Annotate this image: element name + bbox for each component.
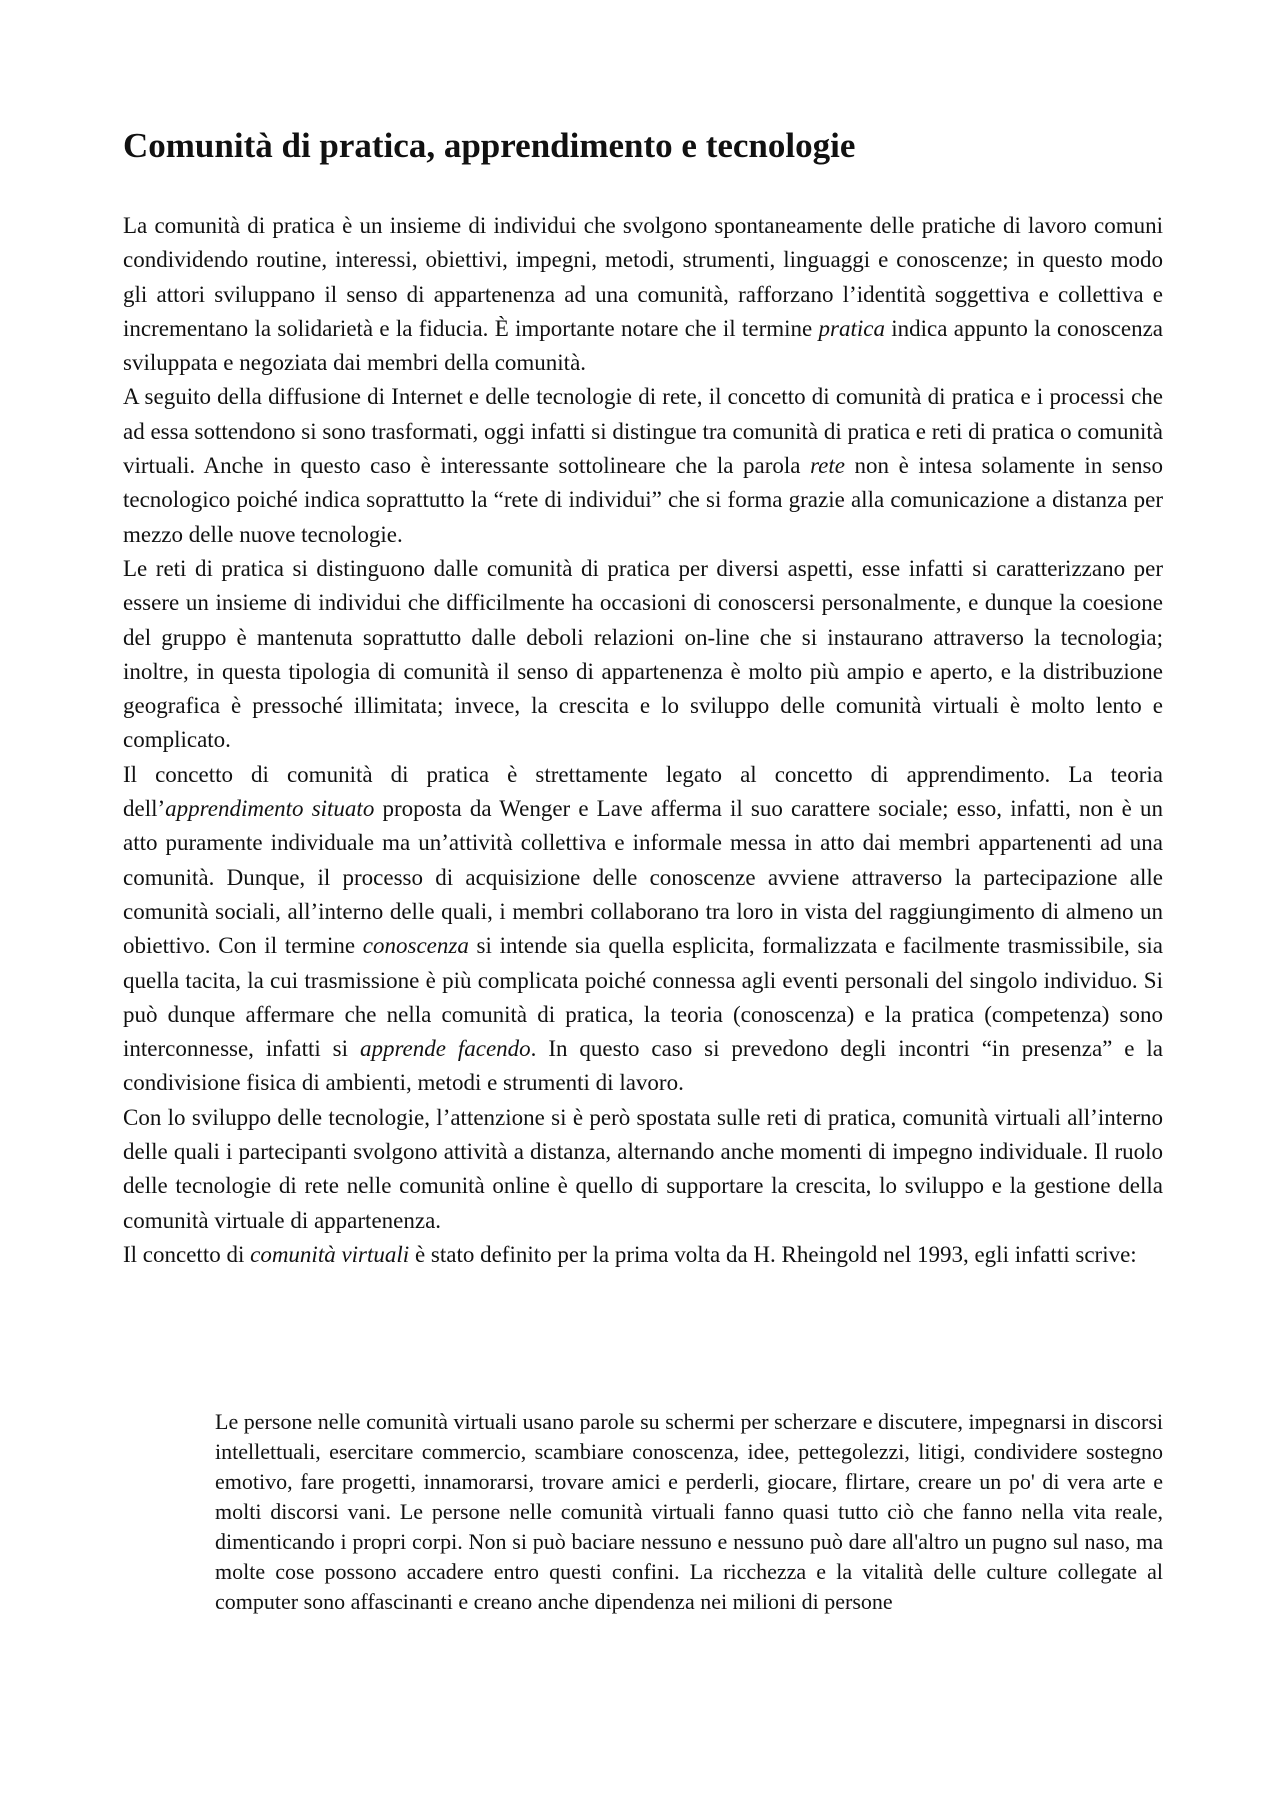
text-segment: non è intesa solamente in senso tecnologico poiché indica soprattutto la “rete di individui” che si forma grazie alla comunicazione a distanza per mezzo delle nuove tecnologie. xyxy=(123,453,1164,547)
paragraph-5 xyxy=(123,1101,1163,1238)
paragraph-3 xyxy=(123,552,1163,758)
italic-term-rete: rete xyxy=(810,453,845,479)
paragraph-6 xyxy=(123,1238,1163,1272)
document-body xyxy=(123,209,1163,1272)
text-segment: si intende sia quella esplicita, formalizzata e facilmente trasmissibile, sia quella tacita, la cui trasmissione è più complicata poiché connessa agli eventi personali del singolo individuo. Si può dunque affermare che nella comunità di pratica, la teoria (conoscenza) e la pratica (competenza) sono interconnesse, infatti si xyxy=(123,933,1163,1062)
page-title: Comunità di pratica, apprendimento e tecnologie xyxy=(123,126,856,165)
text-segment: è stato definito per la prima volta da H. Rheingold nel 1993, egli infatti scrive: xyxy=(409,1241,1137,1267)
text-segment: A seguito della diffusione di Internet e delle tecnologie di rete, il concetto di comunità di pratica e i processi che ad essa sottendono si sono trasformati, oggi infatti si distingue tra comunità di pratica e reti di pratica o comunità virtuali. Anche in questo caso è interessante sottolineare che la parola xyxy=(123,384,1163,479)
text-segment: proposta da Wenger e Lave afferma il suo carattere sociale; esso, infatti, non è un atto puramente individuale ma un’attività collettiva e informale messa in atto dai membri appartenenti ad una comunità. Dunque, il processo di acquisizione delle conoscenze avviene attraverso la partecipazione alle comunità sociali, all’interno delle quali, i membri collaborano tra loro in vista del raggiungimento di almeno un obiettivo. Con il termine xyxy=(123,796,1163,959)
paragraph-4 xyxy=(123,758,1163,1101)
text-segment: Il concetto di xyxy=(123,1241,251,1267)
italic-term-apprende-facendo: apprende facendo xyxy=(359,1036,531,1062)
italic-term-pratica: pratica xyxy=(818,315,885,341)
text-segment: indica appunto la conoscenza sviluppata e negoziata dai membri della comunità. xyxy=(123,315,1164,376)
paragraph-2 xyxy=(123,380,1163,551)
italic-term-apprendimento-situato: apprendimento situato xyxy=(165,796,375,822)
italic-term-conoscenza: conoscenza xyxy=(362,933,469,959)
paragraph-1 xyxy=(123,209,1163,380)
text-segment: Il concetto di comunità di pratica è strettamente legato al concetto di apprendimento. La teoria dell’ xyxy=(123,761,1163,822)
block-quote: Le persone nelle comunità virtuali usano parole su schermi per scherzare e discutere, impegnarsi in discorsi intellettuali, esercitare commercio, scambiare conoscenza, idee, pettegolezzi, litigi, condividere sostegno emotivo, fare progetti, innamorarsi, trovare amici e perderli, giocare, flirtare, creare un po' di vera arte e molti discorsi vani. Le persone nelle comunità virtuali fanno quasi tutto ciò che fanno nella vita reale, dimenticando i propri corpi. Non si può baciare nessuno e nessuno può dare all'altro un pugno sul naso, ma molte cose possono accadere entro questi confini. La ricchezza e la vitalità delle culture collegate al computer sono affascinanti e creano anche dipendenza nei milioni di persone xyxy=(215,1409,1163,1614)
italic-term-comunita-virtuali: comunità virtuali xyxy=(250,1241,410,1267)
text-segment: Le reti di pratica si distinguono dalle comunità di pratica per diversi aspetti, esse infatti si caratterizzano per essere un insieme di individui che difficilmente ha occasioni di conoscersi personalmente, e dunque la coesione del gruppo è mantenuta soprattutto dalle deboli relazioni on-line che si instaurano attraverso la tecnologia; inoltre, in questa tipologia di comunità il senso di appartenenza è molto più ampio e aperto, e la distribuzione geografica è pressoché illimitata; invece, la crescita e lo sviluppo delle comunità virtuali è molto lento e complicato. xyxy=(123,555,1163,753)
text-segment: . In questo caso si prevedono degli incontri “in presenza” e la condivisione fisica di ambienti, metodi e strumenti di lavoro. xyxy=(123,1036,1164,1096)
text-segment: Con lo sviluppo delle tecnologie, l’attenzione si è però spostata sulle reti di pratica, comunità virtuali all’interno delle quali i partecipanti svolgono attività a distanza, alternando anche momenti di impegno individuale. Il ruolo delle tecnologie di rete nelle comunità online è quello di supportare la crescita, lo sviluppo e la gestione della comunità virtuale di appartenenza. xyxy=(123,1104,1163,1233)
text-segment: La comunità di pratica è un insieme di individui che svolgono spontaneamente delle pratiche di lavoro comuni condividendo routine, interessi, obiettivi, impegni, metodi, strumenti, linguaggi e conoscenze; in questo modo gli attori sviluppano il senso di appartenenza ad una comunità, rafforzano l’identità soggettiva e collettiva e incrementano la solidarietà e la fiducia. È importante notare che il termine xyxy=(123,213,1163,341)
